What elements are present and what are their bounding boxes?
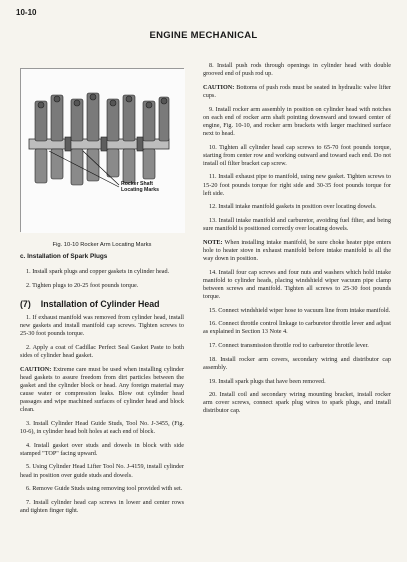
page-header: ENGINE MECHANICAL <box>149 30 258 41</box>
step-4: 4. Install gasket over studs and dowels in block with side stamped "TOP" facing upward. <box>20 441 184 457</box>
callout-line-2: Locating Marks <box>121 187 160 193</box>
step-c2: 2. Tighten plugs to 20-25 foot pounds torque. <box>26 281 139 289</box>
step-15: 15. Connect windshield wiper hose to vacuum line from intake manifold. <box>209 306 391 314</box>
step-19: 19. Install spark plugs that have been removed. <box>209 377 326 385</box>
callout-line-1: Rocker Shaft <box>121 181 153 187</box>
step-6: 6. Remove Guide Studs using removing tool provided with set. <box>26 485 183 493</box>
step-1: 1. If exhaust manifold was removed from cylinder head, install new gaskets and install manifold cap screws. Tighten screws to 25-30 foot pounds torque. <box>20 314 184 338</box>
page-number: 10-10 <box>16 8 37 17</box>
step-2: 2. Apply a coat of Cadillac Perfect Seal Gasket Paste to both sides of cylinder head gasket. <box>20 343 184 360</box>
figure-caption: Fig. 10-10 Rocker Arm Locating Marks <box>52 242 152 248</box>
step-14: 14. Install four cap screws and four nuts and washers which hold intake manifold to cylinder heads, placing windshield wiper vacuum pipe clamp between screws and manifold. Tighten all screws to 25-30 foot pounds torque. <box>203 268 391 300</box>
section-number: (7) <box>20 298 31 309</box>
step-7: 7. Install cylinder head cap screws in lower and center rows and tighten finger tight. <box>20 498 184 514</box>
note <box>203 239 391 263</box>
left-column <box>20 62 184 521</box>
caution-label: CAUTION: <box>20 365 52 373</box>
rocker-arm-figure <box>20 68 184 232</box>
caution-text: Extreme care must be used when installing cylinder head gaskets to assure freedom from dirt particles between the gasket and the cylinder block or head. Any foreign material may cause water or compression leaks. Blow out cylinder head passages and wipe machined surfaces of cylinder head and block clean. <box>20 365 184 414</box>
step-16: 16. Connect throttle control linkage to carburetor throttle lever and adjust as explained in Section 13 Note 4. <box>203 320 391 336</box>
caution-note <box>203 84 391 100</box>
step-18: 18. Install rocker arm covers, secondary wiring and distributor cap assembly. <box>203 355 391 371</box>
caution-label: CAUTION: <box>203 83 235 91</box>
step-17: 17. Connect transmission throttle rod to carburetor throttle lever. <box>209 342 369 350</box>
step-c1: 1. Install spark plugs and copper gaskets in cylinder head. <box>26 268 170 276</box>
step-9: 9. Install rocker arm assembly in position on cylinder head with notches on each end of rocker arm shaft pointing downward and toward center of engine, Fig. 10-10, and rocker arm brackets with larger machined surface next to head. <box>203 105 391 137</box>
step-8: 8. Install push rods through openings in cylinder head with double grooved end of push rod up. <box>203 62 391 78</box>
note-label: NOTE: <box>203 238 223 246</box>
section-title: Installation of Cylinder Head <box>40 298 160 309</box>
rocker-arm-illustration <box>21 69 185 233</box>
note-text: When installing intake manifold, be sure choke heater pipe enters hole to heater stove in exhaust manifold before intake manifold is all the way down in position. <box>203 238 391 262</box>
step-11: 11. Install exhaust pipe to manifold, using new gasket. Tighten screws to 15-20 foot pounds torque for right side and 30-35 foot pounds torque for left side. <box>203 173 391 197</box>
step-10: 10. Tighten all cylinder head cap screws to 65-70 foot pounds torque, starting from center row and working outward and toward each end. Do not install oil filter bracket cap screw. <box>203 143 391 167</box>
subsection-heading: c. Installation of Spark Plugs <box>20 253 108 261</box>
right-column <box>203 62 391 421</box>
caution-text: Bottoms of push rods must be seated in hydraulic valve lifter cups. <box>203 83 391 99</box>
step-12: 12. Install intake manifold gaskets in position over locating dowels. <box>209 203 377 211</box>
step-5: 5. Using Cylinder Head Lifter Tool No. J-4159, install cylinder head in position over guide studs and dowels. <box>20 463 184 479</box>
section-heading <box>20 300 184 308</box>
step-20: 20. Install coil and secondary wiring mounting bracket, install rocker arm cover screws, connect spark plug wires to spark plugs, and install distributor cap. <box>203 391 391 415</box>
step-13: 13. Install intake manifold and carburetor, avoiding fuel filter, and being sure manifold is positioned correctly over locating dowels. <box>203 216 391 233</box>
step-3: 3. Install Cylinder Head Guide Studs, Tool No. J-3455, (Fig. 10-6), in cylinder head bolt holes at each end of block. <box>20 419 184 435</box>
caution-note <box>20 366 184 415</box>
figure-callout <box>121 181 159 193</box>
